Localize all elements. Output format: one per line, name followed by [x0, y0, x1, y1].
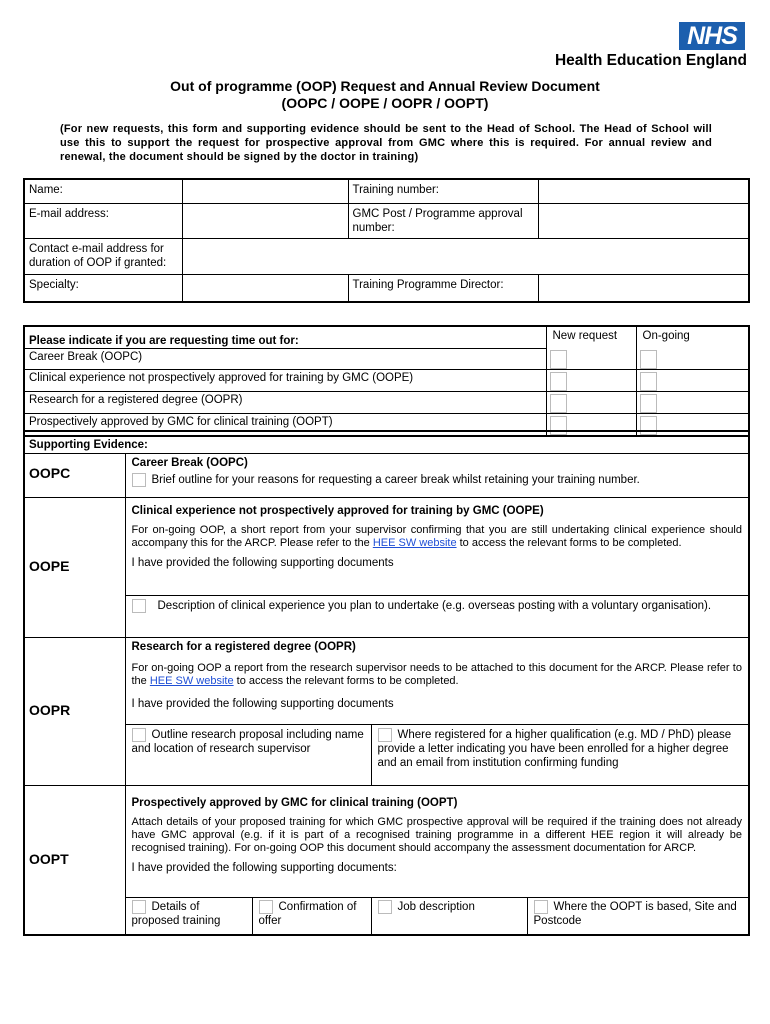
oope-title: Clinical experience not prospectively approved for training by GMC (OOPE) — [131, 504, 544, 517]
tpd-field[interactable] — [538, 274, 749, 302]
oopr-provided: I have provided the following supporting documents — [131, 697, 394, 710]
oope-text-main: For on-going OOP, a short report from your supervisor confirming that you are still undertaking clinical experience should accompany this for the ARCP. Please refer to the — [131, 523, 742, 549]
option-oopc: Career Break (OOPC) — [24, 348, 546, 370]
oopt-title: Prospectively approved by GMC for clinical training (OOPT) — [131, 796, 458, 809]
checkbox-oopt-confirmation[interactable] — [259, 900, 273, 914]
oope-item: Description of clinical experience you plan to undertake (e.g. overseas posting with a voluntary organisation). — [157, 599, 712, 612]
email-field[interactable] — [182, 203, 348, 238]
checkbox-oopr-new[interactable] — [550, 394, 567, 413]
oopr-label: OOPR — [29, 702, 71, 718]
checkbox-oope-description[interactable] — [132, 599, 146, 613]
name-label: Name: — [24, 179, 182, 203]
oopc-item: Brief outline for your reasons for requesting a career break whilst retaining your training number. — [151, 473, 640, 486]
training-number-label: Training number: — [348, 179, 538, 203]
document-subtitle: (OOPC / OOPE / OOPR / OOPT) — [281, 95, 489, 111]
contact-email-label: Contact e-mail address for duration of OOP if granted: — [24, 238, 182, 274]
oopt-item4: Where the OOPT is based, Site and Postcode — [533, 900, 737, 927]
nhs-logo-text: NHS — [687, 22, 737, 50]
oopr-item1: Outline research proposal including name and location of research supervisor — [131, 728, 364, 755]
evidence-table — [23, 430, 750, 936]
oopr-item2: Where registered for a higher qualification (e.g. MD / PhD) please provide a letter indicating you have been enrolled for a higher degree and an email from institution confirming funding — [377, 728, 732, 769]
oopt-item3: Job description — [397, 900, 475, 913]
oopr-text-end: to access the relevant forms to be completed. — [233, 674, 459, 687]
checkbox-oopc-new[interactable] — [550, 350, 567, 369]
col-ongoing: On-going — [636, 326, 749, 348]
checkbox-oopc-outline[interactable] — [132, 473, 146, 487]
evidence-heading: Supporting Evidence: — [24, 431, 749, 453]
col-new-request: New request — [546, 326, 636, 348]
oope-label: OOPE — [29, 558, 70, 574]
intro-text: (For new requests, this form and supporting evidence should be sent to the Head of School. The Head of School will use this to support the request for prospective approval from GMC where this is required. For annual review and renewal, the document should be signed by the doctor in training) — [60, 123, 712, 163]
training-number-field[interactable] — [538, 179, 749, 203]
gmc-post-field[interactable] — [538, 203, 749, 238]
checkbox-oopt-location[interactable] — [534, 900, 548, 914]
oopr-title: Research for a registered degree (OOPR) — [131, 640, 356, 653]
oope-text — [132, 524, 743, 550]
oopt-provided: I have provided the following supporting documents: — [131, 861, 397, 874]
name-field[interactable] — [182, 179, 348, 203]
contact-email-field[interactable] — [182, 238, 749, 274]
oopc-label: OOPC — [29, 464, 71, 481]
specialty-label: Specialty: — [24, 274, 182, 302]
specialty-field[interactable] — [182, 274, 348, 302]
checkbox-oopr-proposal[interactable] — [132, 728, 146, 742]
oope-hee-sw-link[interactable]: HEE SW website — [372, 536, 457, 549]
details-table — [23, 178, 750, 303]
oopr-text — [132, 662, 743, 688]
checkbox-oope-ongoing[interactable] — [640, 372, 657, 391]
request-type-heading: Please indicate if you are requesting time out for: — [24, 326, 546, 348]
checkbox-oopt-details[interactable] — [132, 900, 146, 914]
oopr-text-main: For on-going OOP a report from the research supervisor needs to be attached to this document for the ARCP. Please refer to the — [131, 661, 742, 687]
option-oopr: Research for a registered degree (OOPR) — [24, 392, 546, 414]
checkbox-oopc-ongoing[interactable] — [640, 350, 657, 369]
document-title: Out of programme (OOP) Request and Annual Review Document — [170, 78, 600, 94]
oope-provided: I have provided the following supporting documents — [131, 556, 394, 569]
gmc-post-label: GMC Post / Programme approval number: — [348, 203, 538, 238]
option-oopt: Prospectively approved by GMC for clinical training (OOPT) — [24, 414, 546, 437]
oopt-item2: Confirmation of offer — [258, 900, 357, 927]
oopt-item1: Details of proposed training — [131, 900, 221, 927]
checkbox-oope-new[interactable] — [550, 372, 567, 391]
nhs-logo — [679, 22, 745, 50]
tpd-label: Training Programme Director: — [348, 274, 538, 302]
checkbox-oopt-job-description[interactable] — [378, 900, 392, 914]
email-label: E-mail address: — [24, 203, 182, 238]
oopt-label: OOPT — [29, 850, 69, 867]
request-type-table — [23, 325, 750, 437]
option-oope: Clinical experience not prospectively approved for training by GMC (OOPE) — [24, 370, 546, 392]
checkbox-oopr-registration[interactable] — [378, 728, 392, 742]
checkbox-oopr-ongoing[interactable] — [640, 394, 657, 413]
oopc-title: Career Break (OOPC) — [131, 456, 248, 469]
oope-text-end: to access the relevant forms to be completed. — [456, 536, 682, 549]
organisation-name: Health Education England — [554, 52, 747, 69]
oopt-text: Attach details of your proposed training for which GMC prospective approval will be required if the training does not already have GMC approval (e.g. if it is part of a recognised training programme in a different HEE region it will already be recognised training). For on-going OOP this document should accompany the assessment documentation for ARCP. — [131, 815, 742, 854]
oopr-hee-sw-link[interactable]: HEE SW website — [149, 674, 234, 687]
